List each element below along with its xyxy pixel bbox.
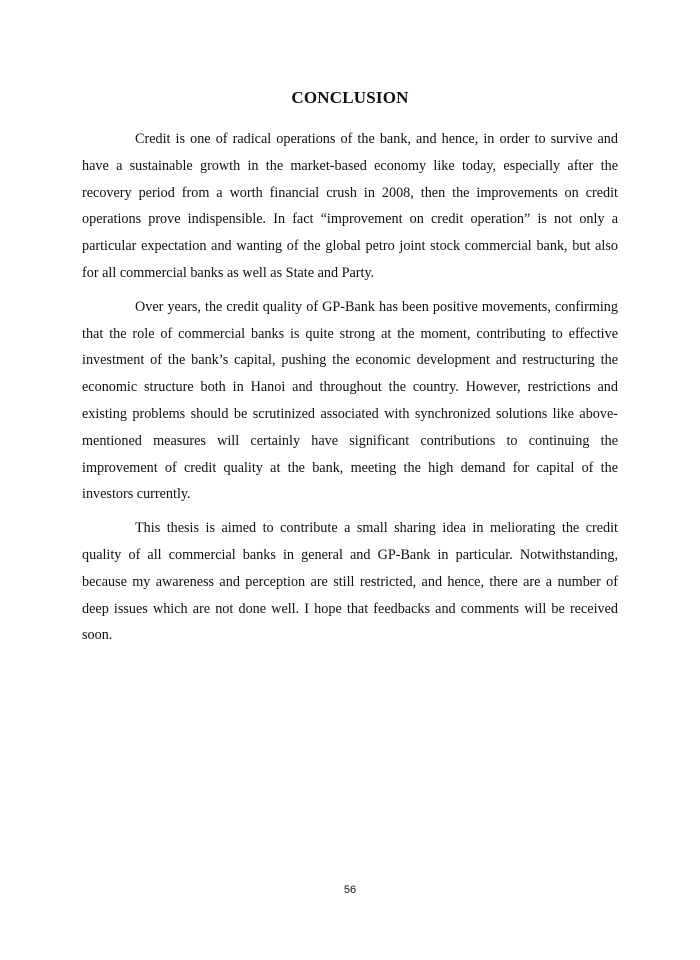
page-number: 56	[343, 884, 357, 896]
paragraph-2: Over years, the credit quality of GP-Bank has been positive movements, confirming that the role of commercial banks is quite strong at the moment, contributing to effective investment of the bank’s capital, pushing the economic development and restructuring the economic structure both in Hanoi and throughout the country. However, restrictions and existing problems should be scrutinized associated with synchronized solutions like above-mentioned measures will certainly have significant contributions to continuing the improvement of credit quality at the bank, meeting the high demand for capital of the investors currently.	[82, 298, 618, 503]
paragraph-1: Credit is one of radical operations of the bank, and hence, in order to survive and have a sustainable growth in the market-based economy like today, especially after the recovery period from a worth financial crush in 2008, then the improvements on credit operations prove indispensible. In fact “improvement on credit operation” is not only a particular expectation and wanting of the global petro joint stock commercial bank, but also for all commercial banks as well as State and Party.	[82, 131, 618, 281]
body-text	[82, 126, 618, 656]
paragraph-3: This thesis is aimed to contribute a small sharing idea in meliorating the credit quality of all commercial banks in general and GP-Bank in particular. Notwithstanding, because my awareness and perception are still restricted, and hence, there are a number of deep issues which are not done well. I hope that feedbacks and comments will be received soon.	[82, 520, 618, 644]
page-title: CONCLUSION	[291, 88, 409, 107]
